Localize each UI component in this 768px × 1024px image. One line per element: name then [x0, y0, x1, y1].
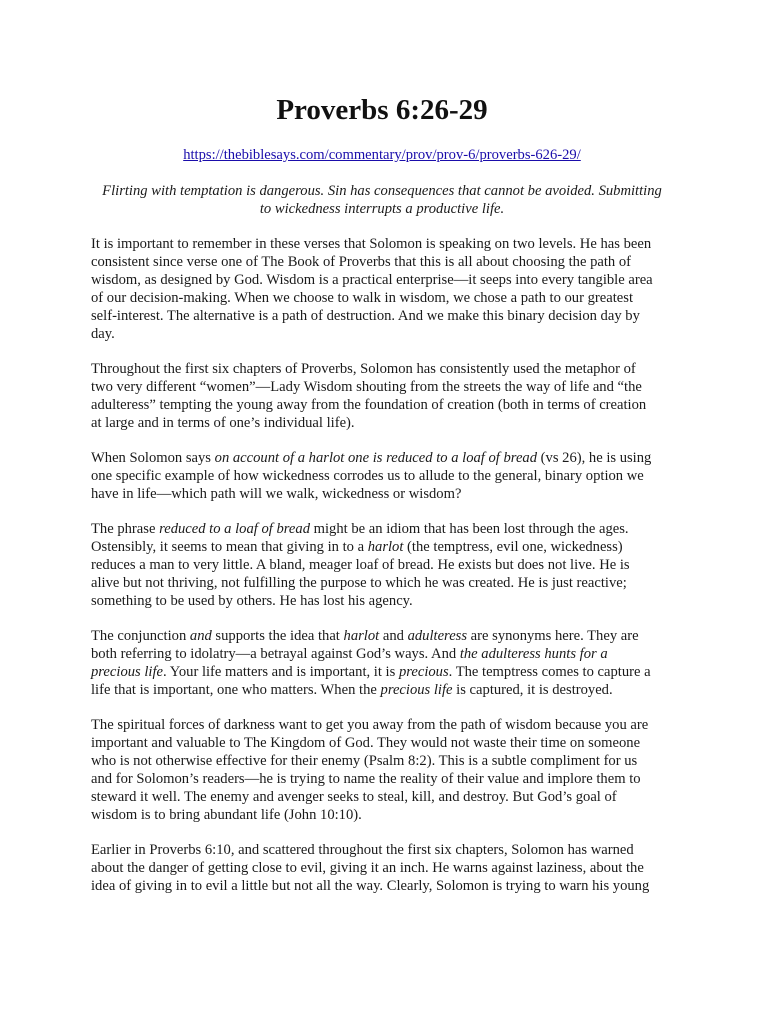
text-run: It is important to remember in these verses that Solomon is speaking on two levels. He has been: [91, 236, 652, 252]
paragraph: [91, 236, 673, 343]
paragraph-line: [91, 735, 673, 753]
source-link-line: [91, 146, 673, 164]
paragraph-line: [91, 486, 673, 504]
text-run: alive but not thriving, not fulfilling the purpose to which he was created. He is just reactive;: [91, 575, 627, 591]
paragraph-line: [91, 717, 673, 735]
text-run: The phrase: [91, 521, 160, 538]
paragraph-line: [91, 860, 673, 878]
text-run: consistent since verse one of The Book of Proverbs that this is all about choosing the path of: [91, 253, 632, 270]
text-run: (vs 26), he is using: [537, 450, 652, 467]
italic-phrase: on account of a harlot one is reduced to a loaf of bread: [214, 450, 538, 467]
paragraph-line: [91, 628, 673, 646]
text-run: The conjunction: [91, 628, 190, 645]
text-run: The spiritual forces of darkness want to get you away from the path of wisdom because you are: [91, 717, 649, 734]
paragraph-line: [91, 539, 673, 557]
text-run: and for Solomon’s readers—he is trying to name the reality of their value and implore them to: [91, 771, 641, 788]
paragraph-line: [91, 646, 673, 664]
paragraph: [91, 628, 673, 700]
text-run: adulteress” tempting the young away from the foundation of creation (both in terms of creation: [91, 396, 647, 413]
paragraph: [91, 521, 673, 611]
paragraph-line: [91, 807, 673, 825]
paragraph-line: [91, 575, 673, 593]
text-run: reduces a man to very little. A bland, meager loaf of bread. He exists but does not live. He is: [91, 557, 630, 574]
text-run: day.: [91, 325, 115, 342]
text-run: who is not otherwise effective for their enemy (Psalm 8:2). This is a subtle compliment for us: [91, 753, 638, 770]
italic-phrase: the adulteress hunts for a: [459, 646, 608, 663]
text-run: have in life—which path will we walk, wickedness or wisdom?: [91, 485, 462, 502]
italic-phrase: precious: [398, 664, 449, 681]
source-link[interactable]: https://thebiblesays.com/commentary/prov/prov-6/proverbs-626-29/: [183, 147, 581, 163]
summary-line: Flirting with temptation is dangerous. Sin has consequences that cannot be avoided. Submitting: [102, 183, 662, 199]
text-run: something to be used by others. He has lost his agency.: [91, 592, 413, 609]
text-run: might be an idiom that has been lost through the ages.: [310, 521, 629, 538]
paragraph-line: [91, 557, 673, 575]
paragraph: [91, 450, 673, 504]
paragraph-line: [91, 361, 673, 379]
italic-phrase: and: [189, 628, 212, 645]
paragraph-line: [91, 308, 673, 326]
text-run: Ostensibly, it seems to mean that giving in to a: [91, 539, 368, 556]
text-run: of our decision-making. When we choose to walk in wisdom, we chose a path to our greatest: [91, 289, 633, 306]
paragraph-line: [91, 771, 673, 789]
paragraph-line: [91, 842, 673, 860]
paragraph-line: [91, 415, 673, 433]
text-run: life that is important, one who matters. When the: [91, 682, 381, 699]
paragraph-line: [91, 254, 673, 272]
paragraph-line: [91, 593, 673, 611]
italic-phrase: adulteress: [407, 628, 468, 645]
paragraph-line: [91, 878, 673, 896]
page-title: Proverbs 6:26-29: [276, 94, 488, 126]
text-run: is captured, it is destroyed.: [452, 682, 613, 699]
text-run: self-interest. The alternative is a path of destruction. And we make this binary decision day by: [91, 307, 640, 324]
text-run: . Your life matters and is important, it is: [163, 664, 399, 681]
paragraph-line: [91, 682, 673, 700]
paragraph-line: [91, 272, 673, 290]
paragraph-line: [91, 521, 673, 539]
text-run: (the temptress, evil one, wickedness): [403, 539, 623, 556]
text-run: two very different “women”—Lady Wisdom shouting from the streets the way of life and “the: [91, 378, 642, 395]
paragraph-line: [91, 450, 673, 468]
text-run: wisdom, as designed by God. Wisdom is a practical enterprise—it seeps into every tangible area: [91, 271, 653, 288]
text-run: and: [379, 628, 408, 645]
paragraph-line: [91, 379, 673, 397]
text-run: about the danger of getting close to evil, giving it an inch. He warns against laziness, about the: [91, 860, 644, 877]
paragraph-line: [91, 468, 673, 486]
body-text: [91, 236, 673, 896]
text-run: are synonyms here. They are: [467, 628, 639, 645]
paragraph-line: [91, 789, 673, 807]
summary: [91, 182, 673, 218]
paragraph: [91, 361, 673, 433]
text-run: . The temptress comes to capture a: [448, 664, 651, 681]
text-run: Earlier in Proverbs 6:10, and scattered throughout the first six chapters, Solomon has warned: [91, 842, 634, 859]
paragraph-line: [91, 290, 673, 308]
paragraph-line: [91, 664, 673, 682]
text-run: wisdom is to bring abundant life (John 10:10).: [91, 806, 362, 823]
summary-line: to wickedness interrupts a productive life.: [259, 201, 505, 217]
text-run: important and valuable to The Kingdom of God. They would not waste their time on someone: [91, 735, 641, 752]
paragraph-line: [91, 397, 673, 415]
text-run: When Solomon says: [91, 450, 215, 467]
italic-phrase: harlot: [343, 628, 380, 645]
text-run: both referring to idolatry—a betrayal against God’s ways. And: [91, 646, 460, 663]
italic-phrase: precious life: [91, 664, 164, 681]
paragraph: [91, 717, 673, 824]
text-run: steward it well. The enemy and avenger seeks to steal, kill, and destroy. But God’s goal of: [91, 789, 617, 806]
text-run: Throughout the first six chapters of Proverbs, Solomon has consistently used the metaphor of: [91, 360, 636, 377]
text-run: idea of giving in to evil a little but not all the way. Clearly, Solomon is trying to warn his young: [91, 878, 650, 895]
italic-phrase: harlot: [367, 539, 404, 556]
paragraph: [91, 842, 673, 896]
text-run: one specific example of how wickedness corrodes us to allude to the general, binary option we: [91, 467, 644, 484]
text-run: supports the idea that: [211, 628, 344, 645]
document-page: [91, 92, 673, 896]
paragraph-line: [91, 236, 673, 254]
italic-phrase: precious life: [380, 682, 453, 699]
paragraph-line: [91, 753, 673, 771]
italic-phrase: reduced to a loaf of bread: [159, 521, 310, 538]
text-run: at large and in terms of one’s individual life).: [91, 414, 355, 431]
paragraph-line: [91, 326, 673, 344]
